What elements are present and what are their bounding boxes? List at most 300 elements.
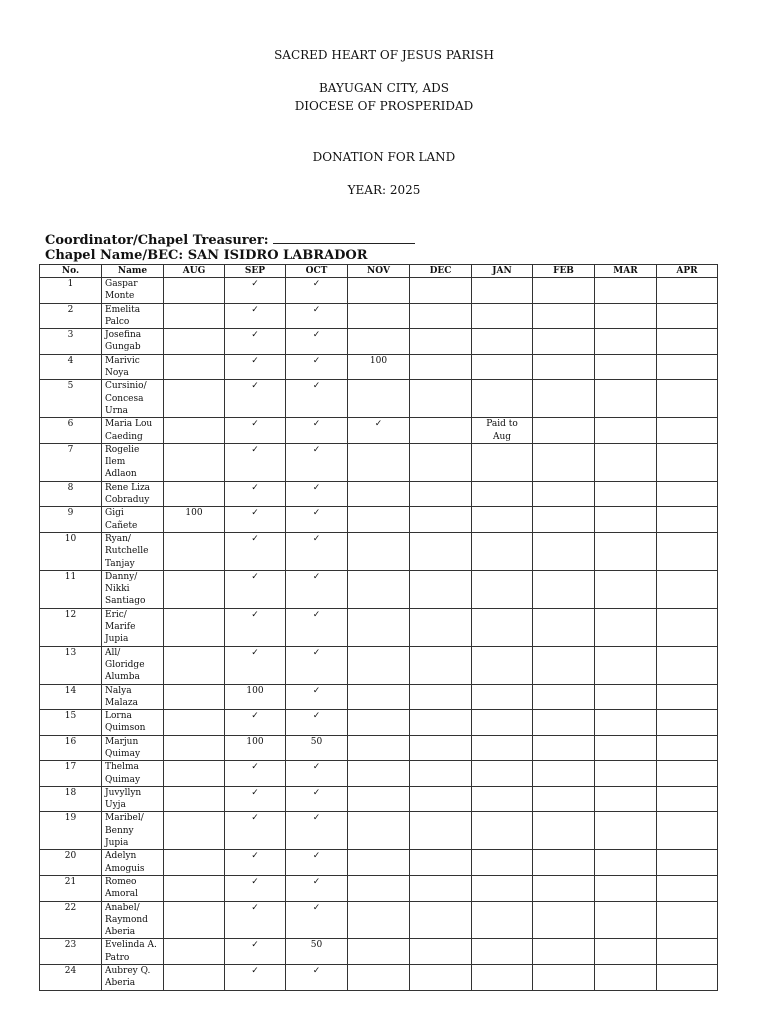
table-row [40,901,718,939]
column-header-dec: DEC [410,265,472,278]
city-name: BAYUGAN CITY, ADS [318,81,450,95]
row-number: 9 [40,507,102,533]
cell-nov [348,684,410,710]
coordinator-label: Coordinator/Chapel Treasurer: [45,233,269,248]
cell-sep: ✓ [225,901,286,939]
cell-aug [164,735,225,761]
cell-apr [657,850,718,876]
cell-sep: 100 [225,684,286,710]
cell-apr [657,570,718,608]
cell-oct: ✓ [286,532,348,570]
cell-mar [595,850,657,876]
cell-dec [410,418,472,444]
cell-dec [410,965,472,991]
cell-oct: ✓ [286,418,348,444]
cell-dec [410,939,472,965]
cell-feb [533,939,595,965]
cell-nov [348,812,410,850]
table-row [40,875,718,901]
donor-name-line: Gloridge [105,659,145,670]
cell-sep: ✓ [225,761,286,787]
cell-nov [348,901,410,939]
cell-mar [595,532,657,570]
donor-name-line: Maria Lou [105,419,153,430]
donor-name-line: Lorna [105,711,132,722]
cell-nov [348,329,410,355]
table-row [40,965,718,991]
cell-mar [595,786,657,812]
cell-oct: ✓ [286,481,348,507]
cell-jan [472,507,533,533]
donor-name [102,710,164,736]
cell-aug [164,965,225,991]
cell-sep: ✓ [225,354,286,380]
cell-feb [533,901,595,939]
cell-aug [164,812,225,850]
cell-jan [472,850,533,876]
table-header-row [40,265,718,278]
donor-name-line: Noya [105,368,129,379]
donor-name-line: Tanjay [105,558,135,569]
cell-sep: ✓ [225,278,286,304]
cell-feb [533,646,595,684]
donor-name [102,329,164,355]
cell-jan [472,303,533,329]
donor-name-line: Nalya [105,685,132,696]
table-row [40,684,718,710]
donor-name-line: Rene Liza [105,482,151,493]
cell-nov: ✓ [348,418,410,444]
donation-year: YEAR: 2025 [347,183,421,197]
cell-jan [472,875,533,901]
cell-jan-line: Aug [492,431,512,442]
donor-name-line: Rogelie [105,444,140,455]
cell-aug [164,710,225,736]
cell-apr [657,507,718,533]
cell-feb [533,761,595,787]
cell-nov [348,380,410,418]
column-header-feb: FEB [533,265,595,278]
donor-name-line: Gigi [105,508,124,519]
donor-name [102,532,164,570]
cell-aug [164,418,225,444]
donor-name-line: Quimson [105,723,146,734]
donor-name-line: Jupia [105,634,129,645]
cell-aug [164,608,225,646]
donor-name-line: Urna [105,405,129,416]
cell-sep: ✓ [225,481,286,507]
cell-oct: ✓ [286,710,348,736]
cell-dec [410,380,472,418]
cell-sep: ✓ [225,875,286,901]
cell-aug [164,278,225,304]
table-row [40,786,718,812]
cell-apr [657,380,718,418]
cell-aug [164,532,225,570]
donor-name-line: Aubrey Q. [105,966,151,977]
row-number: 15 [40,710,102,736]
cell-jan [472,761,533,787]
row-number: 23 [40,939,102,965]
cell-oct: 50 [286,735,348,761]
row-number: 5 [40,380,102,418]
cell-sep: ✓ [225,380,286,418]
donor-name [102,380,164,418]
row-number: 6 [40,418,102,444]
cell-mar [595,965,657,991]
table-row [40,443,718,481]
cell-aug [164,481,225,507]
donor-name [102,608,164,646]
donor-name [102,278,164,304]
column-header-no: No. [40,265,102,278]
donor-name [102,965,164,991]
cell-feb [533,608,595,646]
cell-feb [533,329,595,355]
cell-jan [472,684,533,710]
cell-nov [348,481,410,507]
cell-feb [533,278,595,304]
cell-mar [595,710,657,736]
cell-aug [164,786,225,812]
cell-apr [657,418,718,444]
cell-dec [410,532,472,570]
cell-mar [595,684,657,710]
cell-feb [533,786,595,812]
row-number: 17 [40,761,102,787]
donor-name [102,570,164,608]
cell-aug [164,875,225,901]
row-number: 14 [40,684,102,710]
cell-oct: ✓ [286,901,348,939]
donor-name [102,354,164,380]
cell-aug [164,850,225,876]
donor-name-line: Aberia [105,978,136,989]
cell-aug [164,443,225,481]
cell-feb [533,965,595,991]
row-number: 21 [40,875,102,901]
cell-oct: ✓ [286,965,348,991]
donor-name [102,684,164,710]
cell-feb [533,507,595,533]
cell-jan [472,329,533,355]
cell-apr [657,303,718,329]
donor-name-line: Amoral [105,889,138,900]
cell-apr [657,939,718,965]
table-row [40,850,718,876]
donor-name [102,443,164,481]
cell-aug [164,939,225,965]
cell-mar [595,354,657,380]
chapel-name: Chapel Name/BEC: SAN ISIDRO LABRADOR [45,248,368,263]
donor-name [102,735,164,761]
cell-nov [348,710,410,736]
cell-sep: ✓ [225,443,286,481]
donor-name-line: Josefina [105,330,142,341]
donor-name-line: Cañete [105,520,138,531]
cell-dec [410,812,472,850]
cell-sep: ✓ [225,608,286,646]
donor-name-line: Palco [105,316,130,327]
cell-dec [410,710,472,736]
cell-nov [348,532,410,570]
cell-dec [410,850,472,876]
cell-oct: ✓ [286,278,348,304]
donor-name-line: Jupia [105,838,129,849]
cell-oct: ✓ [286,646,348,684]
cell-dec [410,329,472,355]
cell-oct: ✓ [286,850,348,876]
cell-feb [533,710,595,736]
cell-oct: ✓ [286,684,348,710]
donor-name-line: Raymond [105,914,148,925]
cell-jan [472,443,533,481]
cell-oct: ✓ [286,786,348,812]
cell-jan [472,608,533,646]
cell-dec [410,278,472,304]
row-number: 1 [40,278,102,304]
cell-sep: ✓ [225,786,286,812]
cell-mar [595,481,657,507]
donor-name [102,646,164,684]
cell-feb [533,418,595,444]
donor-name-line: Juvyllyn [105,787,142,798]
cell-sep: ✓ [225,646,286,684]
table-row [40,812,718,850]
cell-jan [472,532,533,570]
cell-mar [595,608,657,646]
cell-jan [472,735,533,761]
cell-sep: 100 [225,735,286,761]
cell-feb [533,443,595,481]
cell-apr [657,735,718,761]
cell-mar [595,812,657,850]
table-row [40,735,718,761]
cell-jan [472,646,533,684]
cell-aug [164,354,225,380]
cell-oct: ✓ [286,507,348,533]
table-row [40,939,718,965]
donor-name-line: Gungab [105,342,141,353]
cell-aug [164,646,225,684]
cell-jan [472,710,533,736]
row-number: 2 [40,303,102,329]
diocese-name: DIOCESE OF PROSPERIDAD [294,99,474,113]
cell-dec [410,786,472,812]
cell-sep: ✓ [225,329,286,355]
cell-sep: ✓ [225,507,286,533]
row-number: 7 [40,443,102,481]
cell-jan [472,278,533,304]
cell-nov [348,570,410,608]
cell-jan [472,481,533,507]
table-row [40,329,718,355]
donor-name-line: Marivic [105,355,140,366]
donor-name [102,850,164,876]
cell-dec [410,761,472,787]
cell-apr [657,481,718,507]
cell-nov [348,646,410,684]
row-number: 11 [40,570,102,608]
cell-feb [533,570,595,608]
cell-oct: ✓ [286,608,348,646]
cell-nov [348,850,410,876]
donor-name-line: Concesa [105,393,144,404]
cell-dec [410,570,472,608]
column-header-sep: SEP [225,265,286,278]
cell-mar [595,303,657,329]
cell-mar [595,418,657,444]
table-row [40,354,718,380]
table-row [40,761,718,787]
cell-jan [472,570,533,608]
donor-name-line: Cobraduy [105,495,150,506]
cell-sep: ✓ [225,570,286,608]
donor-name-line: Amoguis [105,863,145,874]
coordinator-row [45,233,745,263]
donor-name [102,481,164,507]
cell-aug [164,303,225,329]
cell-mar [595,646,657,684]
cell-mar [595,380,657,418]
cell-oct: ✓ [286,812,348,850]
donor-name [102,939,164,965]
table-row [40,507,718,533]
parish-name: SACRED HEART OF JESUS PARISH [274,48,494,62]
cell-aug [164,761,225,787]
cell-sep: ✓ [225,418,286,444]
donor-name-line: Eric/ [105,609,127,620]
donor-name [102,875,164,901]
cell-apr [657,965,718,991]
cell-jan [472,418,533,444]
cell-aug [164,570,225,608]
cell-dec [410,684,472,710]
donor-name-line: Quimay [105,748,141,759]
donor-name-line: Rutchelle [105,546,149,557]
cell-mar [595,507,657,533]
table-row [40,278,718,304]
cell-dec [410,481,472,507]
cell-oct: ✓ [286,761,348,787]
cell-dec [410,646,472,684]
cell-dec [410,507,472,533]
donor-name-line: Emelita [105,304,141,315]
cell-sep: ✓ [225,303,286,329]
donor-name-line: Thelma [105,762,139,773]
cell-aug [164,329,225,355]
donor-name [102,418,164,444]
cell-jan [472,354,533,380]
row-number: 4 [40,354,102,380]
cell-dec [410,901,472,939]
table-row [40,646,718,684]
cell-nov [348,608,410,646]
cell-feb [533,684,595,710]
cell-nov [348,278,410,304]
cell-aug [164,684,225,710]
cell-mar [595,278,657,304]
donor-name-line: Monte [105,291,135,302]
donor-name [102,786,164,812]
donor-name-line: Ryan/ [105,533,131,544]
donor-name-line: Marife [105,622,136,633]
column-header-apr: APR [657,265,718,278]
row-number: 13 [40,646,102,684]
cell-sep: ✓ [225,965,286,991]
donor-name-line: Quimay [105,774,141,785]
donor-name-line: All/ [105,647,121,658]
donor-name [102,812,164,850]
donor-name-line: Uyja [105,800,126,811]
cell-mar [595,570,657,608]
cell-sep: ✓ [225,812,286,850]
cell-feb [533,481,595,507]
row-number: 12 [40,608,102,646]
cell-jan [472,786,533,812]
donor-name-line: Santiago [105,596,146,607]
cell-nov [348,939,410,965]
donor-name-line: Marjun [105,736,139,747]
cell-nov [348,735,410,761]
row-number: 19 [40,812,102,850]
cell-apr [657,329,718,355]
cell-dec [410,354,472,380]
table-row [40,710,718,736]
cell-apr [657,761,718,787]
cell-apr [657,786,718,812]
table-row [40,380,718,418]
row-number: 10 [40,532,102,570]
cell-sep: ✓ [225,850,286,876]
cell-oct: ✓ [286,329,348,355]
cell-dec [410,303,472,329]
donation-table [39,264,718,991]
cell-mar [595,939,657,965]
row-number: 22 [40,901,102,939]
cell-feb [533,850,595,876]
cell-nov [348,507,410,533]
cell-apr [657,646,718,684]
column-header-nov: NOV [348,265,410,278]
donor-name-line: Anabel/ [105,902,140,913]
donor-name-line: Adelyn [105,851,137,862]
table-row [40,418,718,444]
cell-apr [657,532,718,570]
donor-name [102,507,164,533]
donor-name [102,303,164,329]
cell-apr [657,901,718,939]
cell-apr [657,710,718,736]
cell-nov [348,303,410,329]
cell-apr [657,278,718,304]
donor-name-line: Gaspar [105,279,138,289]
cell-apr [657,684,718,710]
cell-oct: ✓ [286,354,348,380]
donation-purpose: DONATION FOR LAND [312,150,456,164]
cell-jan [472,812,533,850]
column-header-jan: JAN [472,265,533,278]
donor-name-line: Alumba [105,672,140,683]
donor-name-line: Cursinio/ [105,381,147,392]
cell-oct: ✓ [286,875,348,901]
donor-name-line: Aberia [105,927,136,938]
donor-name [102,901,164,939]
donor-name-line: Adlaon [105,469,137,480]
cell-sep: ✓ [225,710,286,736]
cell-feb [533,303,595,329]
donor-name-line: Patro [105,952,130,963]
